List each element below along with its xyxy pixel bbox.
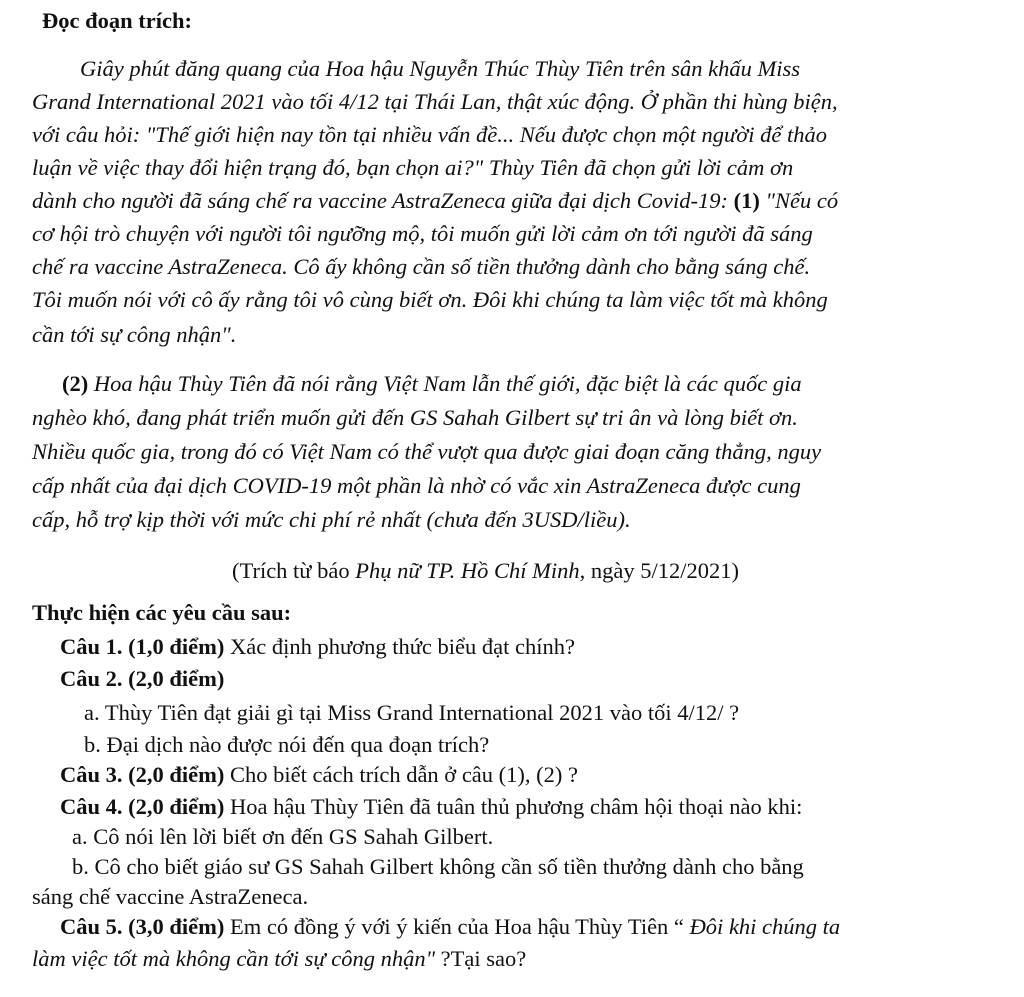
question-5-quote-part-2: làm việc tốt mà không cần tới sự công nhận" <box>32 946 436 971</box>
paragraph-1-line-4: luận về việc thay đổi hiện trạng đó, bạn chọn ai?" Thùy Tiên đã chọn gửi lời cảm ơn <box>32 155 794 180</box>
paragraph-2-line-1 <box>62 369 998 399</box>
question-2-a: a. Thùy Tiên đạt giải gì tại Miss Grand International 2021 vào tối 4/12/ ? <box>84 700 740 725</box>
paragraph-1-line-5-text: dành cho người đã sáng chế ra vaccine AstraZeneca giữa đại dịch Covid-19: <box>32 188 729 213</box>
question-4-b-line-2: sáng chế vaccine AstraZeneca. <box>32 884 309 909</box>
question-1-label: Câu 1. (1,0 điểm) <box>60 634 225 659</box>
source-suffix: , ngày 5/12/2021) <box>579 558 739 583</box>
question-3-text: Cho biết cách trích dẫn ở câu (1), (2) ? <box>230 762 579 787</box>
question-5-ending: ?Tại sao? <box>435 946 527 971</box>
question-3 <box>60 760 578 790</box>
quote-marker-1: (1) <box>733 188 760 213</box>
question-4 <box>60 792 802 822</box>
question-5-line-2 <box>32 944 526 974</box>
paragraph-1-line-9: cần tới sự công nhận". <box>32 322 237 347</box>
question-2-b: b. Đại dịch nào được nói đến qua đoạn trích? <box>84 732 490 757</box>
question-4-b-line-1: b. Cô cho biết giáo sư GS Sahah Gilbert không cần số tiền thưởng dành cho bằng <box>72 854 804 879</box>
question-5-line-1 <box>60 912 998 942</box>
question-4-a: a. Cô nói lên lời biết ơn đến GS Sahah Gilbert. <box>72 824 494 849</box>
tasks-heading: Thực hiện các yêu cầu sau: <box>32 600 292 625</box>
source-citation <box>232 556 739 586</box>
paragraph-1-line-3: với câu hỏi: "Thế giới hiện nay tồn tại nhiều vấn đề... Nếu được chọn một người để thảo <box>32 122 828 147</box>
quote-marker-2: (2) <box>62 371 89 396</box>
paragraph-1-line-2: Grand International 2021 vào tối 4/12 tại Thái Lan, thật xúc động. Ở phần thi hùng biện, <box>32 89 838 114</box>
question-3-label: Câu 3. (2,0 điểm) <box>60 762 225 787</box>
question-5-text: Em có đồng ý với ý kiến của Hoa hậu Thùy Tiên “ <box>230 914 684 939</box>
paragraph-1-line-7: chế ra vaccine AstraZeneca. Cô ấy không cần số tiền thưởng dành cho bằng sáng chế. <box>32 254 811 279</box>
paragraph-2-line-2: nghèo khó, đang phát triển muốn gửi đến GS Sahah Gilbert sự tri ân và lòng biết ơn. <box>32 405 798 430</box>
question-4-text: Hoa hậu Thùy Tiên đã tuân thủ phương châm hội thoại nào khi: <box>230 794 803 819</box>
paragraph-1-line-5 <box>32 186 998 216</box>
paragraph-1-line-5-quote-start: "Nếu có <box>765 188 839 213</box>
reading-heading: Đọc đoạn trích: <box>42 8 192 33</box>
paragraph-1-line-1: Giây phút đăng quang của Hoa hậu Nguyễn Thúc Thùy Tiên trên sân khấu Miss <box>80 56 800 81</box>
question-1-text: Xác định phương thức biểu đạt chính? <box>230 634 575 659</box>
source-publication: Phụ nữ TP. Hồ Chí Minh <box>355 558 580 583</box>
paragraph-2-line-3: Nhiều quốc gia, trong đó có Việt Nam có thể vượt qua được giai đoạn căng thẳng, nguy <box>32 439 822 464</box>
question-4-label: Câu 4. (2,0 điểm) <box>60 794 225 819</box>
question-1 <box>60 632 575 662</box>
source-prefix: (Trích từ báo <box>232 558 350 583</box>
paragraph-1-line-8: Tôi muốn nói với cô ấy rằng tôi vô cùng biết ơn. Đôi khi chúng ta làm việc tốt mà không <box>32 287 828 312</box>
paragraph-2-line-4: cấp nhất của đại dịch COVID-19 một phần là nhờ có vắc xin AstraZeneca được cung <box>32 473 801 498</box>
paragraph-2-line-5: cấp, hỗ trợ kịp thời với mức chi phí rẻ nhất (chưa đến 3USD/liều). <box>32 507 631 532</box>
question-2-label: Câu 2. (2,0 điểm) <box>60 666 225 691</box>
paragraph-1-line-6: cơ hội trò chuyện với người tôi ngưỡng mộ, tôi muốn gửi lời cảm ơn tới người đã sáng <box>32 221 813 246</box>
question-5-label: Câu 5. (3,0 điểm) <box>60 914 225 939</box>
question-5-quote-part-1: Đôi khi chúng ta <box>689 914 841 939</box>
paragraph-2-line-1-text: Hoa hậu Thùy Tiên đã nói rằng Việt Nam lẫn thế giới, đặc biệt là các quốc gia <box>93 371 802 396</box>
